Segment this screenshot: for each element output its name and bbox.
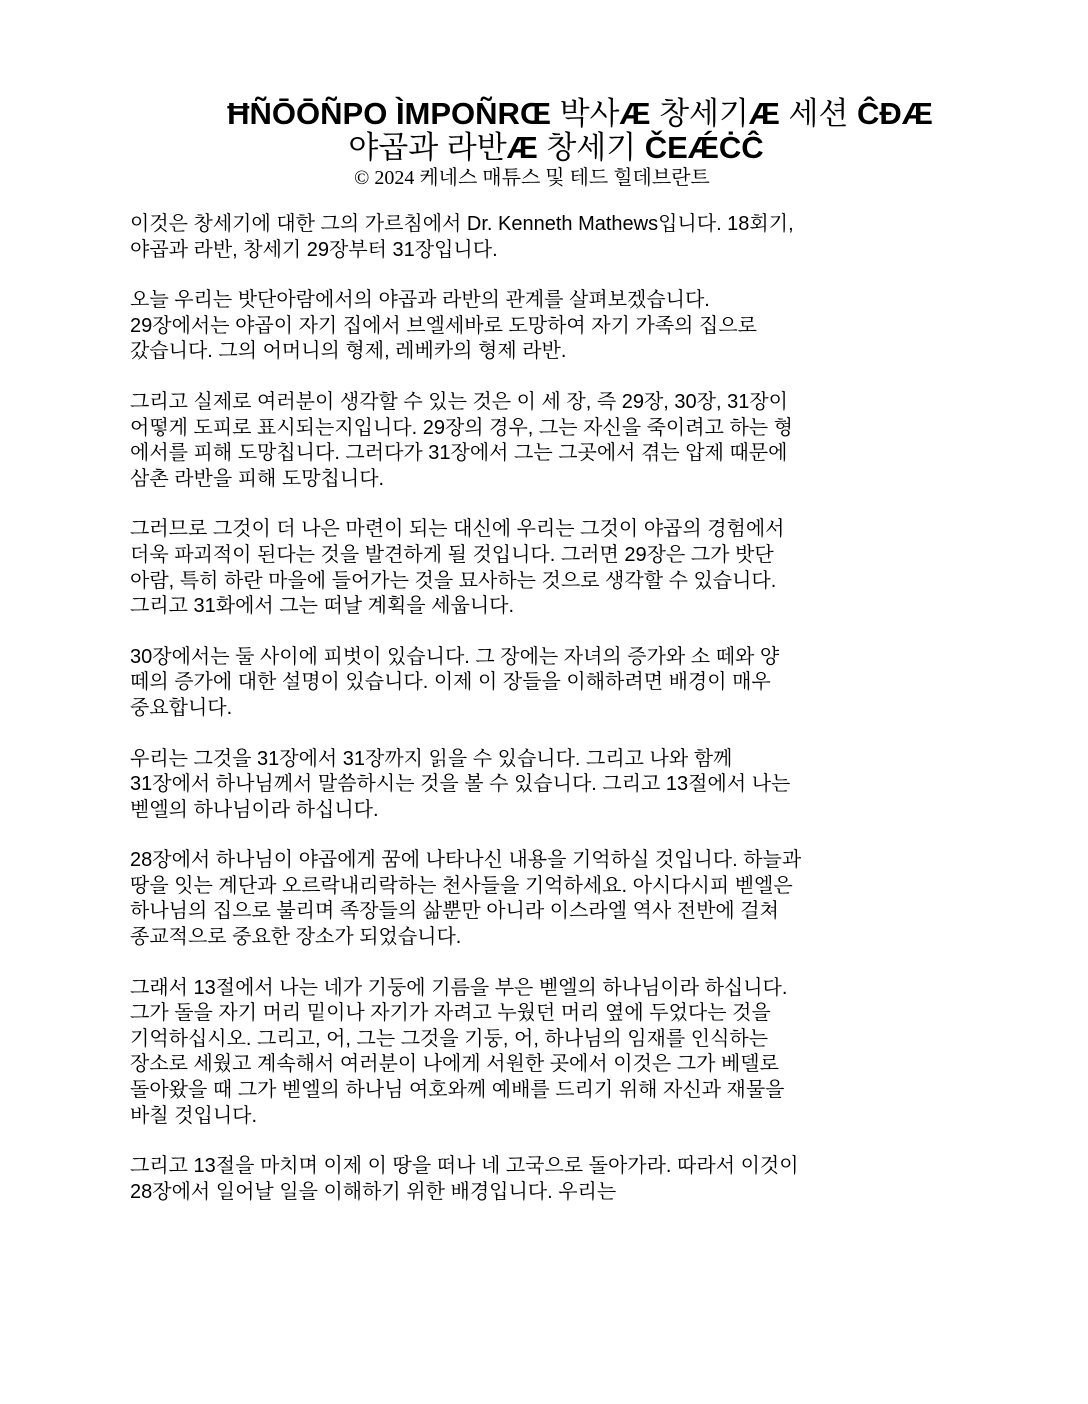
paragraph-7 <box>130 848 930 950</box>
subtitle-bold-chapters: ČEǼĊĈ <box>644 130 764 165</box>
paragraph-3 <box>130 390 930 492</box>
subtitle-bold-glyph: Æ <box>506 130 538 165</box>
paragraph-line: 기억하십시오. 그리고, 어, 그는 그것을 기둥, 어, 하나님의 임재를 인식하는 <box>130 1027 769 1050</box>
title-line-2-inner <box>348 130 763 165</box>
paragraph-8 <box>130 976 930 1130</box>
paragraph-line: 야곱과 라반, 창세기 29장부터 31장입니다. <box>130 238 498 261</box>
paragraph-line: 그리고 31화에서 그는 떠날 계획을 세웁니다. <box>130 595 515 618</box>
paragraph-4 <box>130 517 930 619</box>
title-text-doctor: 박사 <box>550 96 620 131</box>
title-bold-glyph-1: Æ <box>619 96 651 131</box>
paragraph-line: 31장에서 하나님께서 말씀하시는 것을 볼 수 있습니다. 그리고 13절에서 나는 <box>130 773 791 796</box>
paragraph-line: 바칠 것입니다. <box>130 1104 258 1127</box>
paragraph-line: 그래서 13절에서 나는 네가 기둥에 기름을 부은 벧엘의 하나님이라 하십니다. <box>130 976 788 999</box>
transcript-body <box>130 212 930 1230</box>
paragraph-line: 오늘 우리는 밧단아람에서의 야곱과 라반의 관계를 살펴보겠습니다. <box>130 289 710 312</box>
document-title-line-2 <box>0 131 1088 165</box>
paragraph-line: 30장에서는 둘 사이에 피벗이 있습니다. 그 장에는 자녀의 증가와 소 떼와 양 <box>130 645 780 668</box>
title-line-1-inner <box>227 96 933 131</box>
title-bold-session-number: ĈĐÆ <box>857 96 933 131</box>
subtitle-text-jacob-laban: 야곱과 라반 <box>348 130 507 165</box>
title-text-session: 세션 <box>779 96 858 131</box>
paragraph-line: 땅을 잇는 계단과 오르락내리락하는 천사들을 기억하세요. 아시다시피 벧엘은 <box>130 874 793 897</box>
title-bold-glyph-2: Æ <box>748 96 780 131</box>
paragraph-line: 그러므로 그것이 더 나은 마련이 되는 대신에 우리는 그것이 야곱의 경험에서 <box>130 518 785 541</box>
paragraph-line: 삼촌 라반을 피해 도망칩니다. <box>130 467 385 490</box>
document-title-line-1 <box>0 97 1088 131</box>
paragraph-line: 어떻게 도피로 표시되는지입니다. 29장의 경우, 그는 자신을 죽이려고 하는 형 <box>130 416 793 439</box>
paragraph-line: 에서를 피해 도망칩니다. 그러다가 31장에서 그는 그곳에서 겪는 압제 때문에 <box>130 442 788 465</box>
paragraph-line: 하나님의 집으로 불리며 족장들의 삶뿐만 아니라 이스라엘 역사 전반에 걸쳐 <box>130 900 779 923</box>
title-bold-prefix: ĦÑŌŌÑPO ÌMPOÑRŒ <box>227 96 551 131</box>
paragraph-1 <box>130 212 930 263</box>
paragraph-line: 28장에서 하나님이 야곱에게 꿈에 나타나신 내용을 기억하실 것입니다. 하늘과 <box>130 849 802 872</box>
paragraph-line: 종교적으로 중요한 장소가 되었습니다. <box>130 926 462 949</box>
paragraph-line: 벧엘의 하나님이라 하십니다. <box>130 798 379 821</box>
title-text-genesis: 창세기 <box>650 96 749 131</box>
paragraph-line: 그리고 13절을 마치며 이제 이 땅을 떠나 네 고국으로 돌아가라. 따라서 이것이 <box>130 1155 799 1178</box>
paragraph-line: 장소로 세웠고 계속해서 여러분이 나에게 서원한 곳에서 이것은 그가 베델로 <box>130 1053 779 1076</box>
paragraph-line: 그리고 실제로 여러분이 생각할 수 있는 것은 이 세 장, 즉 29장, 30장, 31장이 <box>130 390 788 413</box>
paragraph-line: 29장에서는 야곱이 자기 집에서 브엘세바로 도망하여 자기 가족의 집으로 <box>130 314 757 337</box>
paragraph-line: 이것은 창세기에 대한 그의 가르침에서 Dr. Kenneth Mathews입니다. 18회기, <box>130 213 794 235</box>
paragraph-line: 그가 돌을 자기 머리 밑이나 자기가 자려고 누웠던 머리 옆에 두었다는 것을 <box>130 1002 771 1025</box>
subtitle-text-genesis: 창세기 <box>537 130 645 165</box>
paragraph-line: 돌아왔을 때 그가 벧엘의 하나님 여호와께 예배를 드리기 위해 자신과 재물을 <box>130 1079 785 1102</box>
paragraph-line: 떼의 증가에 대한 설명이 있습니다. 이제 이 장들을 이해하려면 배경이 매우 <box>130 671 771 694</box>
paragraph-5 <box>130 645 930 722</box>
paragraph-2 <box>130 288 930 365</box>
paragraph-line: 아람, 특히 하란 마을에 들어가는 것을 묘사하는 것으로 생각할 수 있습니다. <box>130 569 777 592</box>
paragraph-9 <box>130 1154 930 1205</box>
paragraph-line: 갔습니다. 그의 어머니의 형제, 레베카의 형제 라반. <box>130 340 567 363</box>
paragraph-6 <box>130 747 930 824</box>
copyright-line <box>0 166 1088 190</box>
copyright-text: © 2024 케네스 매튜스 및 테드 힐데브란트 <box>354 167 710 189</box>
paragraph-line: 더욱 파괴적이 된다는 것을 발견하게 될 것입니다. 그러면 29장은 그가 밧단 <box>130 543 774 566</box>
paragraph-line: 28장에서 일어날 일을 이해하기 위한 배경입니다. 우리는 <box>130 1180 617 1203</box>
paragraph-line: 우리는 그것을 31장에서 31장까지 읽을 수 있습니다. 그리고 나와 함께 <box>130 747 733 770</box>
paragraph-line: 중요합니다. <box>130 696 233 719</box>
